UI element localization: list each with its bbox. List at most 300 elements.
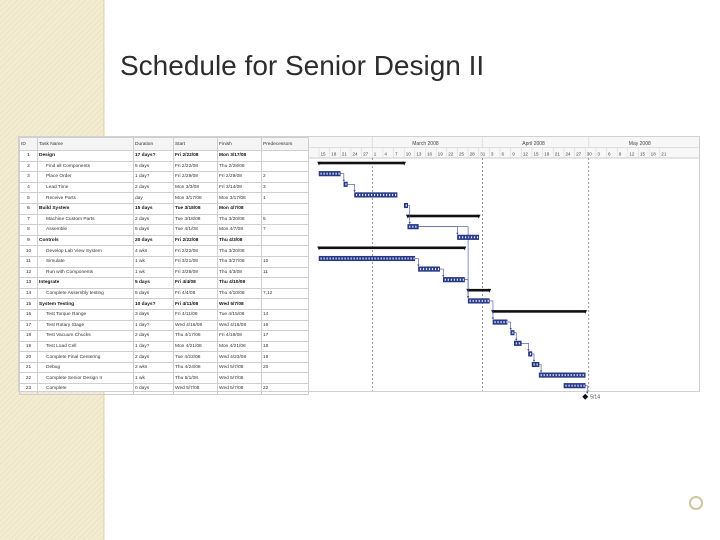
gantt-bar-pattern [405,258,406,260]
gantt-bar-pattern [530,353,531,355]
month-label: March 2008 [412,141,439,147]
dependency-arrow [353,190,355,192]
cell-predecessors [262,151,309,162]
day-label: 6 [608,151,611,157]
cell-id: 13 [20,278,38,289]
cell-duration: 15 days [134,203,174,214]
gantt-bar-pattern [488,300,489,302]
gantt-bar-pattern [477,236,478,238]
gantt-bar-pattern [375,258,376,260]
cell-start: Thu 4/17/08 [174,331,218,342]
gantt-bar-pattern [366,258,367,260]
cell-duration: 4 wks [134,246,174,257]
cell-duration: 1 day? [134,320,174,331]
gantt-bar-pattern [345,183,346,185]
day-label: 25 [458,151,465,157]
gantt-bar-pattern [556,374,557,376]
cell-task-name: Receive Parts [38,193,134,204]
cell-duration: 1 wk [134,373,174,384]
day-label: 9 [618,151,622,157]
dependency-connector [408,206,410,224]
cell-task-name: Build System [38,203,134,214]
cell-id: 3 [20,172,38,183]
table-row[interactable] [20,182,309,193]
cell-finish: Wed 4/16/08 [218,320,262,331]
cell-finish: Fri 2/29/08 [218,172,262,183]
gantt-bar-pattern [457,279,458,281]
gantt-bar-pattern [368,194,369,196]
gantt-bar-pattern [471,236,472,238]
gantt-bar-pattern [463,279,464,281]
gantt-bar-pattern [387,258,388,260]
day-label: 9 [512,151,515,157]
gantt-bar-pattern [354,258,355,260]
table-row[interactable] [20,203,309,214]
gantt-bar-pattern [553,374,554,376]
dependency-connector [521,343,528,351]
gantt-bar-pattern [321,258,322,260]
cell-finish: Fri 3/14/08 [218,182,262,193]
gantt-bar-pattern [494,321,495,323]
cell-start: Fri 2/22/08 [174,151,218,162]
cell-duration: 0 days [134,384,174,395]
gantt-bar-pattern [423,268,424,270]
day-label: 4 [384,151,387,157]
gantt-bar-pattern [568,374,569,376]
gantt-bar-pattern [583,374,584,376]
table-row[interactable] [20,320,309,331]
cell-predecessors: 22 [262,384,309,395]
cell-task-name: Debug [38,362,134,373]
gantt-bar-pattern [479,300,480,302]
table-row[interactable] [20,235,309,246]
day-label: 21 [661,151,667,157]
day-label: 15 [320,151,326,157]
cell-id: 12 [20,267,38,278]
gantt-bar-pattern [402,258,403,260]
gantt-bar-pattern [460,279,461,281]
cell-finish: Wed 5/7/08 [218,384,262,395]
gantt-bar-pattern [324,173,325,175]
cell-finish: Wed 5/7/08 [218,299,262,310]
cell-predecessors: 5 [262,214,309,225]
table-row[interactable] [20,362,309,373]
cell-start: Thu 4/24/08 [174,362,218,373]
cell-predecessors [262,373,309,384]
cell-duration: 17 days? [134,151,174,162]
cell-finish: Mon 3/17/08 [218,193,262,204]
day-label: 28 [469,151,475,157]
table-row[interactable] [20,172,309,183]
gantt-bar-pattern [369,258,370,260]
cell-task-name: Complete Final Centering [38,352,134,363]
cell-predecessors: 19 [262,352,309,363]
cell-predecessors: 7,12 [262,288,309,299]
gantt-summary-bar [408,215,479,218]
gantt-bar-pattern [360,258,361,260]
cell-id: 11 [20,256,38,267]
dependency-arrow [417,265,419,267]
gantt-bar-pattern [327,173,328,175]
cell-start: Fri 4/11/08 [174,309,218,320]
gantt-bar-pattern [541,374,542,376]
column-header-predecessors: Predecessors [262,138,309,151]
cell-id: 6 [20,203,38,214]
gantt-bar-pattern [390,258,391,260]
cell-finish: Wed 5/7/08 [218,373,262,384]
cell-task-name: Test Torque Range [38,309,134,320]
cell-predecessors [262,246,309,257]
table-row[interactable] [20,214,309,225]
gantt-bar-pattern [363,258,364,260]
table-row[interactable] [20,161,309,172]
table-row[interactable] [20,299,309,310]
gantt-bar-pattern [432,268,433,270]
table-row[interactable] [20,151,309,162]
cell-predecessors: 20 [262,362,309,373]
gantt-bar-pattern [435,268,436,270]
dependency-arrow [409,222,411,224]
gantt-bar-pattern [395,194,396,196]
cell-predecessors: 2 [262,172,309,183]
dependency-arrow [343,180,345,182]
gantt-bar-pattern [429,268,430,270]
cell-duration: 5 days [134,161,174,172]
cell-task-name: System Testing [38,299,134,310]
cell-predecessors: 1 [262,193,309,204]
cell-task-name: Run with Components [38,267,134,278]
gantt-bar-pattern [451,279,452,281]
cell-id: 7 [20,214,38,225]
cell-finish: Thu 4/3/08 [218,235,262,246]
day-label: 18 [650,151,656,157]
cell-predecessors [262,278,309,289]
cell-task-name: Design [38,151,134,162]
gantt-bar-pattern [426,268,427,270]
gantt-bar-pattern [336,173,337,175]
gantt-bar-pattern [339,258,340,260]
day-label: 30 [586,151,592,157]
gantt-bar-pattern [406,205,407,207]
cell-predecessors [262,299,309,310]
cell-finish: Mon 4/21/08 [218,341,262,352]
gantt-bar-pattern [420,268,421,270]
cell-start: Fri 4/4/08 [174,288,218,299]
dependency-connector [418,227,457,235]
task-table-header [20,138,309,151]
cell-start: Fri 3/28/08 [174,267,218,278]
gantt-bar-pattern [459,236,460,238]
gantt-bar-pattern [330,173,331,175]
gantt-bar-pattern [396,258,397,260]
gantt-bar-pattern [345,258,346,260]
cell-finish: Mon 4/7/08 [218,203,262,214]
day-label: 6 [501,151,505,157]
day-label: 1 [373,151,377,157]
gantt-bar-pattern [474,236,475,238]
gantt-chart-svg [309,137,699,401]
table-row[interactable] [20,331,309,342]
cell-id: 19 [20,341,38,352]
table-row[interactable] [20,309,309,320]
gantt-bar-pattern [562,374,563,376]
gantt-bar-pattern [580,374,581,376]
dependency-connector [489,301,493,319]
cell-id: 15 [20,299,38,310]
table-row[interactable] [20,288,309,299]
cell-start: Fri 2/22/08 [174,246,218,257]
day-label: 7 [395,151,398,157]
dependency-arrow [510,328,512,330]
column-header-start: Start [174,138,218,151]
gantt-bar-pattern [362,194,363,196]
cell-task-name: Integrate [38,278,134,289]
gantt-bar-pattern [583,385,584,387]
gantt-bar-pattern [565,385,566,387]
cell-id: 20 [20,352,38,363]
cell-predecessors: 11 [262,267,309,278]
gantt-bar-pattern [448,279,449,281]
gantt-bar-pattern [559,374,560,376]
gantt-bar-pattern [544,374,545,376]
gantt-bar-pattern [383,194,384,196]
cell-predecessors [262,235,309,246]
cell-predecessors: 14 [262,309,309,320]
cell-id: 18 [20,331,38,342]
cell-finish: Thu 3/27/08 [218,256,262,267]
gantt-bar-pattern [356,194,357,196]
dependency-arrow [586,392,588,394]
gantt-bar-pattern [485,300,486,302]
day-label: 16 [427,151,433,157]
cell-start: Fri 4/4/08 [174,278,218,289]
gantt-bar-pattern [324,258,325,260]
gantt-bar-pattern [412,226,413,228]
cell-start: Tue 3/18/08 [174,214,218,225]
day-label: 12 [629,151,635,157]
cell-predecessors: 17 [262,331,309,342]
cell-start: Tue 4/1/08 [174,225,218,236]
cell-duration: 5 days [134,288,174,299]
cell-start: Wed 4/16/08 [174,320,218,331]
table-row[interactable] [20,225,309,236]
day-label: 21 [554,151,560,157]
day-label: 22 [448,151,454,157]
gantt-bar-pattern [399,258,400,260]
cell-finish: Mon 4/7/08 [218,225,262,236]
gantt-bar-pattern [333,258,334,260]
cell-finish: Thu 3/20/08 [218,246,262,257]
milestone-label: 5/14 [590,394,600,401]
cell-start: Fri 4/11/08 [174,299,218,310]
gantt-bar-pattern [381,258,382,260]
cell-id: 4 [20,182,38,193]
day-label: 13 [416,151,422,157]
cell-task-name: Complete Senior Design II [38,373,134,384]
day-label: 18 [331,151,337,157]
gantt-bar-pattern [550,374,551,376]
cell-finish: Thu 3/20/08 [218,214,262,225]
cell-finish: Wed 5/7/08 [218,362,262,373]
cell-duration: 2 days [134,214,174,225]
dependency-connector [347,184,354,192]
cell-start: Fri 3/21/08 [174,256,218,267]
day-label: 12 [522,151,528,157]
gantt-bar-pattern [516,342,517,344]
cell-predecessors: 3 [262,182,309,193]
cell-id: 2 [20,161,38,172]
cell-finish: Thu 4/10/08 [218,288,262,299]
cell-duration: 20 days [134,235,174,246]
table-row[interactable] [20,267,309,278]
gantt-bar-pattern [547,374,548,376]
gantt-bar-pattern [392,194,393,196]
cell-duration: 1 day? [134,172,174,183]
gantt-summary-bar [468,289,489,292]
table-row[interactable] [20,278,309,289]
table-row[interactable] [20,341,309,352]
cell-id: 1 [20,151,38,162]
decorative-ring-icon [689,496,703,510]
table-row[interactable] [20,373,309,384]
gantt-bar-pattern [411,258,412,260]
gantt-bar-pattern [377,194,378,196]
cell-task-name: Place Order [38,172,134,183]
cell-finish: Thu 2/28/08 [218,161,262,172]
gantt-summary-bar [493,310,585,313]
gantt-bar-pattern [378,258,379,260]
cell-predecessors: 7 [262,225,309,236]
gantt-bar-pattern [519,342,520,344]
gantt-bar-pattern [503,321,504,323]
cell-start: Thu 5/1/08 [174,373,218,384]
cell-duration: 2 days [134,182,174,193]
gantt-bar-pattern [580,385,581,387]
gantt-bar-pattern [445,279,446,281]
gantt-bar-pattern [371,194,372,196]
gantt-bar-pattern [534,364,535,366]
slide-title: Schedule for Senior Design II [120,50,485,81]
table-row[interactable] [20,384,309,395]
gantt-bar-pattern [321,173,322,175]
cell-task-name: Complete Assembly testing [38,288,134,299]
gantt-bar-pattern [339,173,340,175]
cell-duration: 2 days [134,352,174,363]
gantt-bar-pattern [438,268,439,270]
task-table [19,137,309,395]
gantt-bar-pattern [380,194,381,196]
gantt-bar-pattern [470,300,471,302]
cell-task-name: Complete [38,384,134,395]
gantt-milestone [582,394,588,400]
cell-duration: 2 wks [134,362,174,373]
gantt-bar-pattern [577,374,578,376]
cell-finish: Thu 4/10/08 [218,278,262,289]
cell-start: Wed 5/7/08 [174,384,218,395]
day-label: 27 [576,151,582,157]
cell-task-name: Test Rotary Stage [38,320,134,331]
day-label: 10 [405,151,411,157]
gantt-bar-pattern [465,236,466,238]
gantt-bar-pattern [497,321,498,323]
table-row[interactable] [20,246,309,257]
gantt-bar-pattern [500,321,501,323]
cell-duration: 1 wk [134,267,174,278]
gantt-bar-pattern [372,258,373,260]
month-label: April 2008 [522,141,545,147]
gantt-bar-pattern [342,258,343,260]
cell-duration: 10 days? [134,299,174,310]
cell-id: 22 [20,373,38,384]
dependency-arrow [442,275,444,277]
cell-id: 9 [20,235,38,246]
cell-task-name: Controls [38,235,134,246]
cell-predecessors: 10 [262,256,309,267]
table-row[interactable] [20,352,309,363]
gantt-bar-pattern [454,279,455,281]
gantt-bar-pattern [571,385,572,387]
month-label: May 2008 [628,141,651,147]
gantt-bar-pattern [365,194,366,196]
cell-task-name: Assemble [38,225,134,236]
gantt-bar-pattern [571,374,572,376]
gantt-bar-pattern [389,194,390,196]
gantt-bar-pattern [359,194,360,196]
cell-id: 5 [20,193,38,204]
cell-id: 14 [20,288,38,299]
cell-finish: Wed 4/23/08 [218,352,262,363]
gantt-bar-pattern [482,300,483,302]
gantt-bar-pattern [414,258,415,260]
day-label: 27 [363,151,369,157]
gantt-summary-bar [319,247,465,250]
table-row[interactable] [20,256,309,267]
cell-id: 21 [20,362,38,373]
gantt-bar-pattern [565,374,566,376]
dependency-arrow [527,349,529,351]
day-label: 31 [480,151,486,157]
day-label: 19 [437,151,443,157]
cell-id: 10 [20,246,38,257]
cell-start: Mon 4/21/08 [174,341,218,352]
dependency-arrow [540,371,542,373]
cell-duration: 5 days [134,278,174,289]
cell-duration: day [134,193,174,204]
cell-start: Tue 4/22/08 [174,352,218,363]
cell-finish: Mon 3/17/08 [218,151,262,162]
cell-finish: Tue 4/15/08 [218,309,262,320]
table-row[interactable] [20,193,309,204]
cell-task-name: Machine Custom Parts [38,214,134,225]
gantt-bar-pattern [409,226,410,228]
cell-start: Mon 3/17/08 [174,193,218,204]
column-header-id: ID [20,138,38,151]
cell-predecessors [262,161,309,172]
cell-start: Mon 3/3/08 [174,182,218,193]
day-label: 15 [533,151,539,157]
gantt-bar-pattern [574,374,575,376]
cell-start: Fri 2/22/08 [174,235,218,246]
cell-id: 16 [20,309,38,320]
cell-id: 23 [20,384,38,395]
day-label: 21 [341,151,347,157]
column-header-duration: Duration [134,138,174,151]
day-label: 3 [597,151,600,157]
cell-task-name: Test Load Cell [38,341,134,352]
cell-task-name: Test Vacuum Chucks [38,331,134,342]
cell-finish: Thu 4/3/08 [218,267,262,278]
cell-duration: 3 days [134,309,174,320]
